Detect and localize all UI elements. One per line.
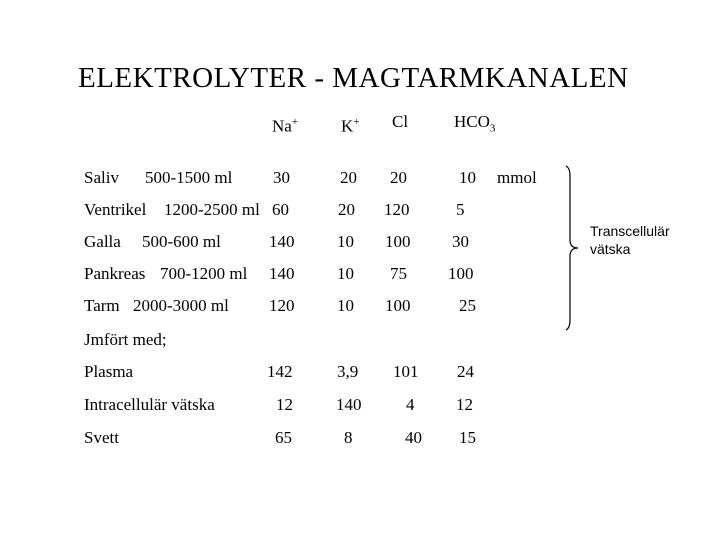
row-galla-hco3: 30 [452, 232, 469, 251]
compare-svett-hco3: 15 [459, 428, 476, 447]
row-pankreas-cl: 75 [390, 264, 407, 283]
compare-svett-k: 8 [344, 428, 353, 447]
row-saliv-name: Saliv [84, 168, 119, 187]
header-k-sup: + [353, 116, 360, 128]
row-galla-volume: 500-600 ml [142, 232, 221, 251]
row-tarm-k: 10 [337, 296, 354, 315]
row-tarm-cl: 100 [385, 296, 411, 315]
row-saliv-k: 20 [340, 168, 357, 187]
compare-svett-cl: 40 [405, 428, 422, 447]
header-k [341, 112, 360, 137]
row-saliv-cl: 20 [390, 168, 407, 187]
row-ventrikel-name: Ventrikel [84, 200, 147, 219]
row-pankreas-volume: 700-1200 ml [160, 264, 248, 283]
row-saliv-hco3: 10 [459, 168, 476, 187]
page-title: ELEKTROLYTER - MAGTARMKANALEN [78, 62, 629, 94]
row-ventrikel-volume: 1200-2500 ml [164, 200, 260, 219]
row-saliv-volume: 500-1500 ml [145, 168, 233, 187]
compare-intracellular-name: Intracellulär vätska [84, 395, 215, 414]
compare-intracellular-cl: 4 [406, 395, 415, 414]
row-tarm-volume: 2000-3000 ml [133, 296, 229, 315]
right-brace [562, 164, 590, 332]
compare-heading: Jmfört med; [84, 330, 167, 349]
compare-plasma-k: 3,9 [337, 362, 359, 381]
header-cl: Cl [392, 112, 409, 131]
transcellular-label [590, 222, 700, 258]
row-pankreas-name: Pankreas [84, 264, 146, 283]
row-galla-na: 140 [269, 232, 295, 251]
header-na-label: Na [272, 116, 292, 136]
row-ventrikel-hco3: 5 [456, 200, 465, 219]
row-ventrikel-cl: 120 [384, 200, 410, 219]
compare-plasma-na: 142 [267, 362, 293, 381]
row-galla-name: Galla [84, 232, 121, 251]
row-ventrikel-na: 60 [272, 200, 289, 219]
header-k-label: K [341, 116, 354, 136]
header-na [272, 112, 298, 137]
row-galla-cl: 100 [385, 232, 411, 251]
compare-intracellular-hco3: 12 [456, 395, 473, 414]
header-hco3-sub: 3 [489, 122, 496, 135]
row-saliv-na: 30 [273, 168, 290, 187]
row-pankreas-k: 10 [337, 264, 354, 283]
transcellular-line1: Transcellulär [590, 223, 670, 239]
row-tarm-hco3: 25 [459, 296, 476, 315]
compare-plasma-cl: 101 [393, 362, 419, 381]
compare-plasma-hco3: 24 [457, 362, 474, 381]
row-ventrikel-k: 20 [338, 200, 355, 219]
row-pankreas-na: 140 [269, 264, 295, 283]
header-hco3-label: HCO [454, 112, 490, 131]
transcellular-line2: vätska [590, 241, 631, 257]
compare-intracellular-k: 140 [336, 395, 362, 414]
compare-plasma-name: Plasma [84, 362, 134, 381]
row-galla-k: 10 [337, 232, 354, 251]
header-hco3 [454, 112, 495, 138]
compare-intracellular-na: 12 [276, 395, 293, 414]
compare-svett-na: 65 [275, 428, 292, 447]
compare-svett-name: Svett [84, 428, 119, 447]
row-tarm-na: 120 [269, 296, 295, 315]
row-tarm-name: Tarm [84, 296, 120, 315]
header-na-sup: + [291, 116, 299, 128]
row-pankreas-hco3: 100 [448, 264, 474, 283]
unit-label: mmol [497, 168, 537, 187]
